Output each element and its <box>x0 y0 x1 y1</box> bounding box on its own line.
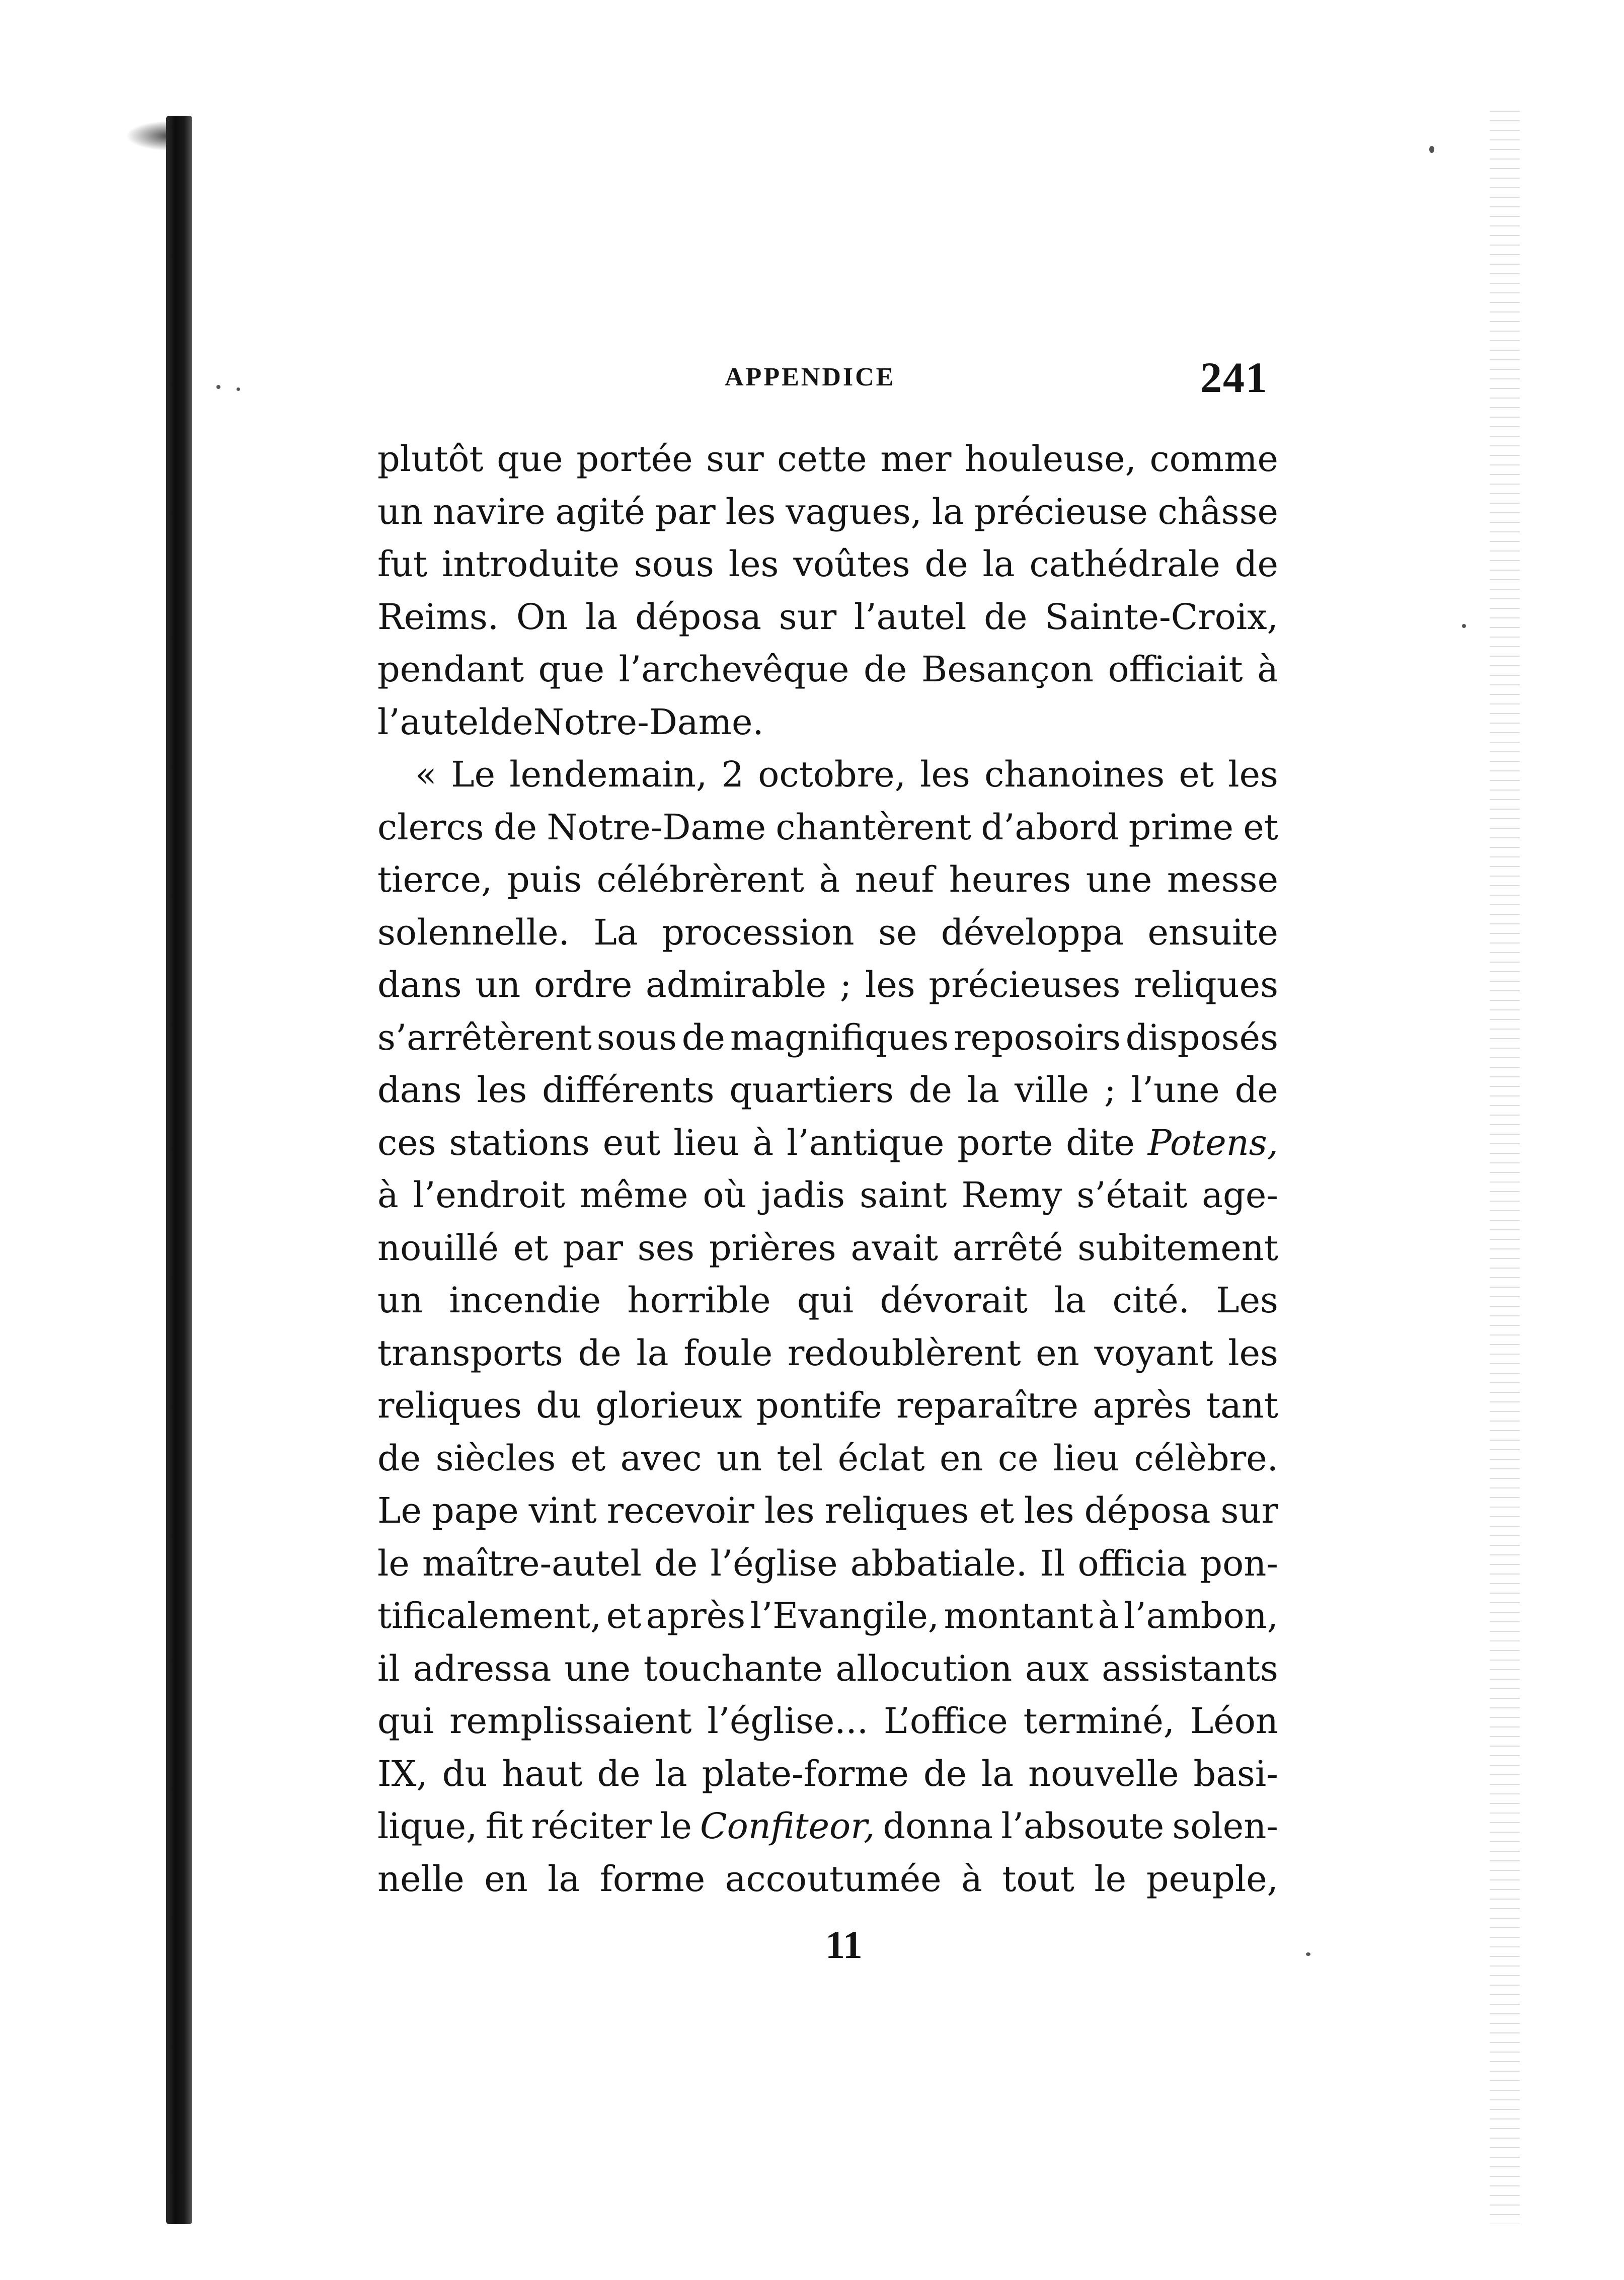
word: remplissaient <box>449 1700 692 1742</box>
word: reliques <box>824 1490 969 1531</box>
word: de <box>864 649 907 690</box>
word: portée <box>576 438 693 480</box>
word: ces <box>377 1122 436 1163</box>
word: eut <box>602 1122 661 1163</box>
word: nouvelle <box>1028 1753 1179 1794</box>
word: solennelle. <box>377 911 570 953</box>
word: allocution <box>835 1647 1013 1689</box>
word: cette <box>777 438 867 480</box>
scan-speck <box>237 387 240 391</box>
word: voûtes <box>793 543 910 585</box>
word: adressa <box>413 1647 552 1689</box>
word: l’autel <box>854 596 967 638</box>
word: 2 <box>721 754 744 795</box>
word: l’une <box>1131 1069 1220 1111</box>
word: pape <box>431 1490 519 1531</box>
word: avec <box>620 1437 702 1479</box>
word: reliques <box>1134 964 1278 1005</box>
word: neuf <box>855 859 935 900</box>
word: Reims. <box>377 596 499 638</box>
text-line <box>377 696 1278 749</box>
text-line <box>377 906 1278 959</box>
word: navire <box>432 491 546 532</box>
word: Notre-Dame <box>547 806 766 848</box>
word: glorieux <box>595 1385 742 1426</box>
word: horrible <box>627 1280 771 1321</box>
word: de <box>984 596 1028 638</box>
word: de <box>923 1753 967 1794</box>
word: précieuse <box>974 491 1148 532</box>
body-text <box>377 433 1278 1905</box>
book-gutter-edge <box>166 116 192 2224</box>
word: cité. <box>1112 1280 1190 1321</box>
word: admirable <box>645 964 827 1005</box>
word: que <box>497 438 563 480</box>
word: à <box>819 859 840 900</box>
word: On <box>516 596 568 638</box>
word: de <box>597 1753 641 1794</box>
text-line <box>377 959 1278 1011</box>
word: l’Evangile, <box>750 1595 940 1636</box>
word: ordre <box>534 964 633 1005</box>
word: de <box>490 701 533 743</box>
word: haut <box>502 1753 583 1794</box>
word: un <box>377 1280 423 1321</box>
word: pontife <box>756 1385 882 1426</box>
word: quartiers <box>729 1069 894 1111</box>
word: forme <box>599 1858 706 1900</box>
word: une <box>1086 859 1152 900</box>
word: plutôt <box>377 438 484 480</box>
word: officia <box>1077 1542 1188 1584</box>
word: assistants <box>1102 1647 1278 1689</box>
word: les <box>1024 1490 1074 1531</box>
word: avait <box>850 1227 939 1269</box>
scan-speck <box>1306 1952 1310 1956</box>
word: l’église <box>710 1542 838 1584</box>
word: vint <box>528 1490 597 1531</box>
text-line <box>377 1169 1278 1222</box>
word: L’office <box>883 1700 1008 1742</box>
word: pendant <box>377 649 524 690</box>
word: sous <box>596 1016 677 1058</box>
word: reparaître <box>896 1385 1078 1426</box>
word: voyant <box>1094 1332 1213 1374</box>
word: sur <box>706 438 764 480</box>
word: la <box>981 1753 1014 1794</box>
word: pon- <box>1200 1542 1278 1584</box>
word: de <box>908 1069 952 1111</box>
word: jadis <box>761 1174 845 1216</box>
word: Besançon <box>921 649 1094 690</box>
word: l’antique <box>787 1122 945 1163</box>
word: lique, <box>377 1805 478 1847</box>
word: tel <box>777 1437 823 1479</box>
word: célèbre. <box>1134 1437 1278 1479</box>
word: par <box>563 1227 624 1269</box>
word: le <box>1094 1858 1127 1900</box>
word: terminé, <box>1023 1700 1175 1742</box>
text-line <box>377 433 1278 486</box>
word: châsse <box>1157 491 1278 532</box>
word: nelle <box>377 1858 465 1900</box>
word: après <box>646 1595 746 1636</box>
word: heures <box>949 859 1071 900</box>
word: prières <box>709 1227 836 1269</box>
word: reliques <box>377 1385 522 1426</box>
word: Le <box>377 1490 422 1531</box>
word: de <box>493 806 537 848</box>
word: éclat <box>837 1437 925 1479</box>
text-line <box>377 1853 1278 1906</box>
word: ; <box>839 964 852 1005</box>
text-line <box>377 1800 1278 1853</box>
word: déposa <box>1084 1490 1211 1531</box>
word: les <box>920 754 970 795</box>
word: en <box>484 1858 528 1900</box>
word: et <box>513 1227 549 1269</box>
word: nouillé <box>377 1227 499 1269</box>
word: stations <box>449 1122 590 1163</box>
word: ses <box>637 1227 695 1269</box>
word: sous <box>634 543 714 585</box>
word: aux <box>1025 1647 1089 1689</box>
word: porte <box>957 1122 1053 1163</box>
word: Les <box>1216 1280 1278 1321</box>
word: déposa <box>635 596 761 638</box>
word: abbatiale. <box>850 1542 1028 1584</box>
word: Le <box>451 754 495 795</box>
text-line <box>377 748 1278 801</box>
word: lieu <box>673 1122 740 1163</box>
word: du <box>536 1385 582 1426</box>
text-line <box>377 1695 1278 1748</box>
text-line <box>377 853 1278 906</box>
word: d’abord <box>981 806 1119 848</box>
word: à <box>377 1174 399 1216</box>
word: saint <box>860 1174 947 1216</box>
word: et <box>1179 754 1214 795</box>
word: touchante <box>643 1647 823 1689</box>
word: lendemain, <box>509 754 708 795</box>
word: solen- <box>1172 1805 1278 1847</box>
word: octobre, <box>758 754 906 795</box>
word: sur <box>1220 1490 1278 1531</box>
word: transports <box>377 1332 563 1374</box>
word: peuple, <box>1146 1858 1278 1900</box>
word: ; <box>1104 1069 1116 1111</box>
word: puis <box>507 859 582 900</box>
scan-speck <box>1429 146 1434 153</box>
word: en <box>1036 1332 1079 1374</box>
word: s’était <box>1076 1174 1188 1216</box>
signature-mark: 11 <box>825 1923 863 1967</box>
word: lieu <box>1053 1437 1120 1479</box>
word: s’arrêtèrent <box>377 1016 592 1058</box>
word: siècles <box>435 1437 556 1479</box>
word: précieuses <box>929 964 1121 1005</box>
word: où <box>703 1174 747 1216</box>
word: la <box>548 1858 580 1900</box>
word: la <box>636 1332 669 1374</box>
word: de <box>578 1332 622 1374</box>
word: procession <box>662 911 855 953</box>
word: introduite <box>441 543 620 585</box>
word: sur <box>779 596 837 638</box>
text-line <box>377 1274 1278 1327</box>
word: magnifiques <box>730 1016 949 1058</box>
word: la <box>982 543 1015 585</box>
text-line <box>377 1590 1278 1642</box>
word: « <box>415 754 437 795</box>
word: à <box>752 1122 774 1163</box>
word: Potens, <box>1147 1122 1278 1163</box>
word: mer <box>880 438 952 480</box>
word: Remy <box>961 1174 1062 1216</box>
word: l’église... <box>707 1700 869 1742</box>
word: ce <box>997 1437 1039 1479</box>
word: tierce, <box>377 859 493 900</box>
word: messe <box>1167 859 1278 900</box>
word: Il <box>1040 1542 1065 1584</box>
word: la <box>932 491 964 532</box>
word: dévorait <box>880 1280 1028 1321</box>
word: de <box>1234 543 1278 585</box>
word: le <box>377 1542 410 1584</box>
text-line <box>377 1327 1278 1380</box>
word: vagues, <box>786 491 922 532</box>
word: montant <box>944 1595 1094 1636</box>
page-shadow <box>126 121 171 151</box>
word: du <box>442 1753 488 1794</box>
scan-speck <box>216 385 220 389</box>
word: les <box>865 964 915 1005</box>
page-number: 241 <box>1200 353 1268 402</box>
word: dans <box>377 1069 462 1111</box>
word: un <box>475 964 521 1005</box>
word: une <box>564 1647 631 1689</box>
word: foule <box>683 1332 773 1374</box>
word: accoutumée <box>725 1858 942 1900</box>
word: ensuite <box>1147 911 1278 953</box>
word: ville <box>1014 1069 1090 1111</box>
word: age- <box>1202 1174 1278 1216</box>
word: les <box>728 543 779 585</box>
word: les <box>764 1490 815 1531</box>
word: les <box>1228 754 1278 795</box>
word: disposés <box>1125 1016 1278 1058</box>
scan-edge-noise <box>1490 111 1520 2224</box>
text-line <box>377 1379 1278 1432</box>
word: l’ambon, <box>1123 1595 1278 1636</box>
text-line <box>377 1484 1278 1537</box>
word: l’archevêque <box>618 649 849 690</box>
word: les <box>1228 1332 1278 1374</box>
text-line <box>377 486 1278 538</box>
scan-speck <box>1462 624 1466 628</box>
text-line <box>377 801 1278 854</box>
word: donna <box>883 1805 993 1847</box>
word: par <box>655 491 716 532</box>
word: l’absoute <box>1001 1805 1165 1847</box>
word: célébrèrent <box>596 859 804 900</box>
word: différents <box>542 1069 715 1111</box>
word: qui <box>377 1700 434 1742</box>
word: Léon <box>1190 1700 1278 1742</box>
text-line <box>377 1748 1278 1800</box>
word: la <box>655 1753 687 1794</box>
word: la <box>967 1069 1000 1111</box>
word: de <box>1234 1069 1278 1111</box>
word: les <box>725 491 776 532</box>
word: même <box>579 1174 688 1216</box>
word: dans <box>377 964 462 1005</box>
word: l’endroit <box>413 1174 565 1216</box>
word: comme <box>1149 438 1278 480</box>
word: tant <box>1206 1385 1278 1426</box>
word: Notre-Dame. <box>533 701 764 743</box>
word: fut <box>377 543 428 585</box>
word: réciter <box>531 1805 652 1847</box>
word: les <box>477 1069 527 1111</box>
text-line <box>377 1222 1278 1275</box>
word: redoublèrent <box>787 1332 1021 1374</box>
word: fit <box>485 1805 523 1847</box>
word: à <box>1257 649 1278 690</box>
word: reposoirs <box>954 1016 1121 1058</box>
word: Confiteor, <box>700 1805 875 1847</box>
word: dite <box>1066 1122 1135 1163</box>
word: prime <box>1128 806 1234 848</box>
word: à <box>961 1858 982 1900</box>
page-header <box>725 352 1298 413</box>
word: de <box>924 543 968 585</box>
word: qui <box>797 1280 854 1321</box>
text-line <box>377 1117 1278 1169</box>
text-line <box>377 538 1278 591</box>
text-line <box>377 1642 1278 1695</box>
word: après <box>1093 1385 1192 1426</box>
word: le <box>660 1805 692 1847</box>
word: incendie <box>449 1280 601 1321</box>
word: un <box>716 1437 762 1479</box>
word: la <box>1054 1280 1087 1321</box>
word: IX, <box>377 1753 428 1794</box>
text-line <box>377 1432 1278 1485</box>
word: que <box>538 649 604 690</box>
word: chanoines <box>984 754 1165 795</box>
word: il <box>377 1647 400 1689</box>
word: tificalement, <box>377 1595 602 1636</box>
word: cathédrale <box>1029 543 1220 585</box>
word: de <box>654 1542 698 1584</box>
word: et <box>979 1490 1014 1531</box>
text-line <box>377 1537 1278 1590</box>
text-line <box>377 591 1278 644</box>
word: basi- <box>1193 1753 1278 1794</box>
word: la <box>585 596 618 638</box>
word: plate-forme <box>702 1753 909 1794</box>
word: de <box>681 1016 725 1058</box>
word: et <box>1243 806 1278 848</box>
text-line <box>377 1011 1278 1064</box>
word: arrêté <box>952 1227 1063 1269</box>
word: l’autel <box>377 701 490 743</box>
word: houleuse, <box>965 438 1136 480</box>
word: tout <box>1002 1858 1074 1900</box>
word: en <box>939 1437 983 1479</box>
running-head: APPENDICE <box>725 363 896 391</box>
word: recevoir <box>606 1490 754 1531</box>
word: et <box>606 1595 642 1636</box>
word: de <box>377 1437 421 1479</box>
word: agité <box>555 491 645 532</box>
word: clercs <box>377 806 484 848</box>
word: subitement <box>1077 1227 1278 1269</box>
word: et <box>570 1437 606 1479</box>
word: à <box>1098 1595 1119 1636</box>
word: se <box>878 911 917 953</box>
word: un <box>377 491 423 532</box>
word: chantèrent <box>776 806 972 848</box>
word: développa <box>941 911 1124 953</box>
word: La <box>593 911 638 953</box>
text-line <box>377 643 1278 696</box>
word: Sainte-Croix, <box>1045 596 1278 638</box>
word: officiait <box>1108 649 1243 690</box>
text-line <box>377 1064 1278 1117</box>
word: maître-autel <box>422 1542 642 1584</box>
